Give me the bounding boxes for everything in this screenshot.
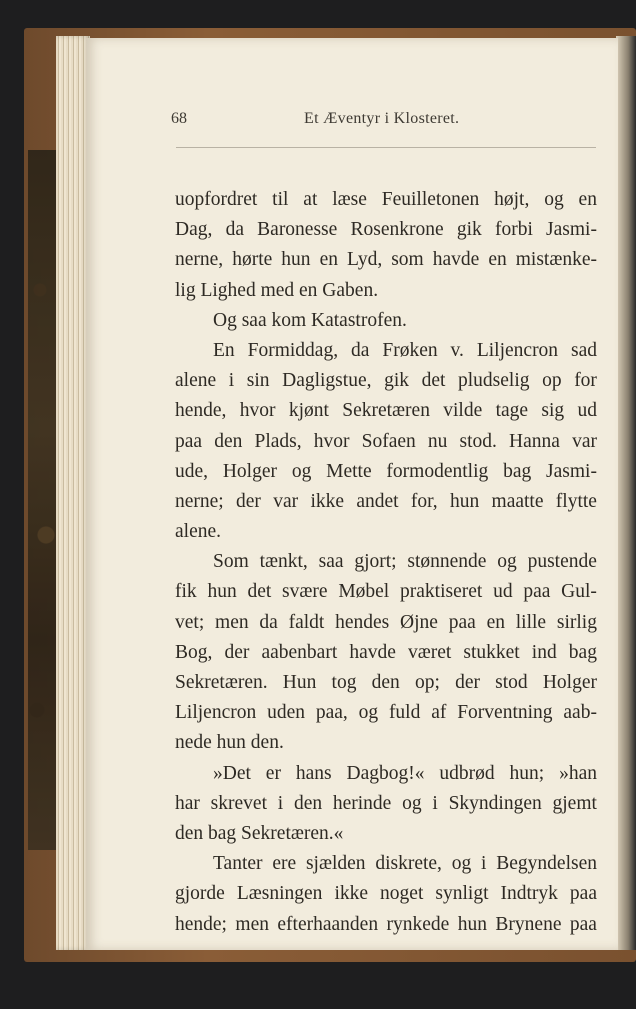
word: paa bbox=[448, 611, 476, 633]
word: stod bbox=[495, 672, 528, 693]
word: nerne, bbox=[175, 249, 224, 271]
word: der bbox=[455, 672, 480, 693]
word: formodentlig bbox=[386, 460, 489, 482]
word: den bbox=[371, 672, 400, 693]
word: tog bbox=[331, 672, 357, 693]
text-line bbox=[175, 668, 597, 698]
word: gik bbox=[456, 219, 482, 241]
word: til bbox=[272, 189, 289, 210]
word: Holger bbox=[542, 672, 597, 693]
word: Jasmi- bbox=[546, 219, 597, 241]
word: hun bbox=[449, 490, 480, 512]
text-line bbox=[175, 608, 597, 638]
word: Og saa kom Katastrofen. bbox=[213, 309, 407, 331]
word: Sofaen bbox=[361, 430, 416, 452]
text-line bbox=[175, 366, 597, 396]
text-line bbox=[175, 759, 597, 789]
text-line bbox=[175, 849, 597, 879]
word: da bbox=[259, 611, 278, 633]
word: i bbox=[228, 370, 235, 392]
word: stod. bbox=[459, 430, 497, 452]
word: udbrød bbox=[439, 762, 495, 784]
word: Læsningen bbox=[236, 883, 323, 905]
word: været bbox=[407, 641, 452, 663]
word: Sekretæren. bbox=[175, 672, 268, 693]
word: Skyndingen bbox=[448, 792, 542, 814]
word: har bbox=[175, 792, 200, 814]
word: lille bbox=[515, 611, 547, 633]
word: men bbox=[215, 611, 249, 633]
word: hørte bbox=[232, 249, 273, 271]
text-line bbox=[175, 185, 597, 215]
text-line bbox=[175, 910, 597, 940]
word: ikke bbox=[310, 490, 345, 512]
word: da bbox=[351, 339, 370, 361]
word: det bbox=[247, 581, 272, 603]
word: hun bbox=[281, 249, 311, 271]
word: sjælden bbox=[305, 853, 366, 875]
word: læse bbox=[332, 189, 367, 210]
word: gjort; bbox=[354, 551, 397, 573]
text-line bbox=[175, 396, 597, 426]
word: vet; bbox=[175, 611, 205, 633]
word: den bbox=[293, 792, 323, 814]
text-line bbox=[175, 819, 597, 849]
book-page bbox=[86, 38, 618, 950]
word: Lyd, bbox=[346, 249, 383, 271]
text-line bbox=[175, 245, 597, 275]
word: mistænke- bbox=[515, 249, 597, 271]
word: maatte bbox=[491, 490, 544, 512]
word: Mette bbox=[326, 460, 372, 482]
word: ud bbox=[577, 400, 597, 422]
word: pludselig bbox=[458, 370, 530, 392]
text-line bbox=[175, 517, 597, 547]
word: aabenbart bbox=[261, 641, 338, 663]
word: skrevet bbox=[210, 792, 267, 814]
text-line bbox=[175, 728, 597, 758]
text-line bbox=[175, 698, 597, 728]
word: Som bbox=[213, 551, 249, 573]
word: Jasmi- bbox=[546, 460, 597, 482]
header-rule bbox=[176, 147, 596, 148]
right-page-edge bbox=[616, 36, 636, 950]
word: noget bbox=[380, 883, 424, 905]
text-line bbox=[175, 789, 597, 819]
word: hende; bbox=[175, 913, 227, 935]
word: »Det bbox=[213, 762, 251, 784]
word: andet bbox=[356, 490, 399, 512]
word: hans bbox=[295, 762, 332, 784]
text-line bbox=[175, 879, 597, 909]
word: var bbox=[273, 490, 299, 512]
page-header bbox=[86, 110, 618, 140]
word: i bbox=[432, 792, 438, 814]
word: det bbox=[421, 370, 446, 392]
word: bag bbox=[568, 641, 597, 663]
word: en bbox=[488, 249, 507, 271]
word: Feuilletonen bbox=[381, 189, 480, 210]
word: fuld bbox=[388, 702, 421, 724]
word: Møbel bbox=[338, 581, 390, 603]
word: Sekretæren bbox=[342, 400, 430, 422]
word: paa, bbox=[315, 702, 348, 724]
word: Bog, bbox=[175, 641, 213, 663]
word: for bbox=[574, 370, 597, 392]
word: uopfordret bbox=[175, 189, 258, 210]
word: op bbox=[542, 370, 562, 392]
word: Øjne bbox=[400, 611, 438, 633]
word: hvor bbox=[239, 400, 276, 422]
word: svære bbox=[282, 581, 328, 603]
word: nu bbox=[427, 430, 448, 452]
page-edges bbox=[56, 36, 90, 950]
word: v. bbox=[450, 339, 464, 361]
word: flytte bbox=[555, 490, 597, 512]
text-line bbox=[175, 638, 597, 668]
word: op; bbox=[414, 672, 440, 693]
text-line bbox=[175, 577, 597, 607]
word: i bbox=[481, 853, 487, 875]
word: lig Lighed med en Gaben. bbox=[175, 279, 379, 301]
text-line bbox=[175, 487, 597, 517]
word: gjemt bbox=[552, 792, 597, 814]
page-number: 68 bbox=[171, 110, 187, 127]
marbled-edge bbox=[28, 150, 58, 850]
word: saa bbox=[318, 551, 344, 573]
word: Holger bbox=[222, 460, 277, 482]
word: bag bbox=[503, 460, 532, 482]
word: Liljencron bbox=[476, 339, 559, 361]
word: at bbox=[303, 189, 318, 210]
word: Indtryk bbox=[500, 883, 558, 905]
word: alene. bbox=[175, 521, 222, 543]
word: paa bbox=[175, 430, 203, 452]
text-line bbox=[175, 547, 597, 577]
word: en bbox=[578, 189, 597, 210]
word: hun; bbox=[509, 762, 545, 784]
word: sig bbox=[541, 400, 565, 422]
word: stønnende bbox=[407, 551, 487, 573]
word: ere bbox=[272, 853, 297, 875]
word: højt, bbox=[494, 189, 530, 210]
word: ud bbox=[493, 581, 513, 603]
word: som bbox=[391, 249, 424, 271]
text-line bbox=[175, 306, 597, 336]
word: forbi bbox=[494, 219, 533, 241]
word: og bbox=[497, 551, 517, 573]
word: er bbox=[265, 762, 281, 784]
word: Brynene bbox=[495, 913, 562, 935]
word: efterhaanden bbox=[277, 913, 379, 935]
word: alene bbox=[175, 370, 217, 392]
word: og bbox=[544, 189, 564, 210]
word: herinde bbox=[332, 792, 392, 814]
word: Dagligstue, bbox=[282, 370, 372, 392]
word: den bbox=[214, 430, 243, 452]
word: hende, bbox=[175, 400, 227, 422]
word: paa bbox=[569, 913, 597, 935]
word: sin bbox=[246, 370, 270, 392]
word: for, bbox=[410, 490, 438, 512]
word: sirlig bbox=[556, 611, 597, 633]
word: og bbox=[402, 792, 422, 814]
running-title: Et Æventyr i Klosteret. bbox=[304, 110, 460, 127]
word: Baronesse bbox=[257, 219, 338, 241]
word: men bbox=[235, 913, 269, 935]
word: og bbox=[451, 853, 472, 875]
text-line bbox=[175, 215, 597, 245]
word: Tanter bbox=[213, 853, 263, 875]
word: rynkede bbox=[386, 913, 450, 935]
word: faldt bbox=[288, 611, 325, 633]
word: havde bbox=[349, 641, 396, 663]
word: tænkt, bbox=[259, 551, 308, 573]
word: Hanna bbox=[509, 430, 560, 452]
word: hun bbox=[207, 581, 237, 603]
word: hun bbox=[457, 913, 487, 935]
word: nede hun den. bbox=[175, 732, 284, 754]
word: en bbox=[486, 611, 505, 633]
word: synligt bbox=[435, 883, 489, 905]
word: gik bbox=[384, 370, 409, 392]
word: Liljencron bbox=[175, 702, 257, 724]
word: i bbox=[277, 792, 284, 814]
text-line bbox=[175, 276, 597, 306]
word: gjorde bbox=[175, 883, 225, 905]
word: hendes bbox=[335, 611, 390, 633]
word: praktiseret bbox=[400, 581, 483, 603]
word: tage bbox=[495, 400, 529, 422]
word: Formiddag, bbox=[247, 339, 339, 361]
word: Dagbog!« bbox=[346, 762, 425, 784]
word: ude, bbox=[175, 460, 209, 482]
word: Frøken bbox=[382, 339, 438, 361]
word: og bbox=[358, 702, 379, 724]
word: den bag Sekretæren.« bbox=[175, 822, 344, 844]
word: uden bbox=[267, 702, 305, 724]
word: Begyndelsen bbox=[496, 853, 597, 875]
word: pustende bbox=[527, 551, 597, 573]
word: da bbox=[225, 219, 244, 241]
word: diskrete, bbox=[375, 853, 442, 875]
word: paa bbox=[569, 883, 597, 905]
word: Hun bbox=[282, 672, 317, 693]
text-line bbox=[175, 457, 597, 487]
word: havde bbox=[432, 249, 480, 271]
text-line bbox=[175, 336, 597, 366]
word: ind bbox=[531, 641, 557, 663]
word: Forventning bbox=[457, 702, 553, 724]
word: sad bbox=[571, 339, 597, 361]
word: En bbox=[213, 339, 235, 361]
word: Gul- bbox=[561, 581, 597, 603]
word: der bbox=[236, 490, 261, 512]
word: Rosenkrone bbox=[350, 219, 444, 241]
word: Dag, bbox=[175, 219, 213, 241]
word: Plads, bbox=[254, 430, 302, 452]
word: stukket bbox=[463, 641, 520, 663]
word: en bbox=[319, 249, 338, 271]
body-text bbox=[175, 185, 597, 940]
text-line bbox=[175, 427, 597, 457]
word: der bbox=[224, 641, 250, 663]
word: nerne; bbox=[175, 490, 224, 512]
word: af bbox=[431, 702, 447, 724]
word: vilde bbox=[443, 400, 483, 422]
word: og bbox=[291, 460, 312, 482]
word: »han bbox=[559, 762, 597, 784]
word: ikke bbox=[334, 883, 369, 905]
word: paa bbox=[523, 581, 551, 603]
word: aab- bbox=[563, 702, 597, 724]
word: var bbox=[572, 430, 597, 452]
word: kjønt bbox=[288, 400, 329, 422]
word: fik bbox=[175, 581, 197, 603]
word: hvor bbox=[313, 430, 350, 452]
